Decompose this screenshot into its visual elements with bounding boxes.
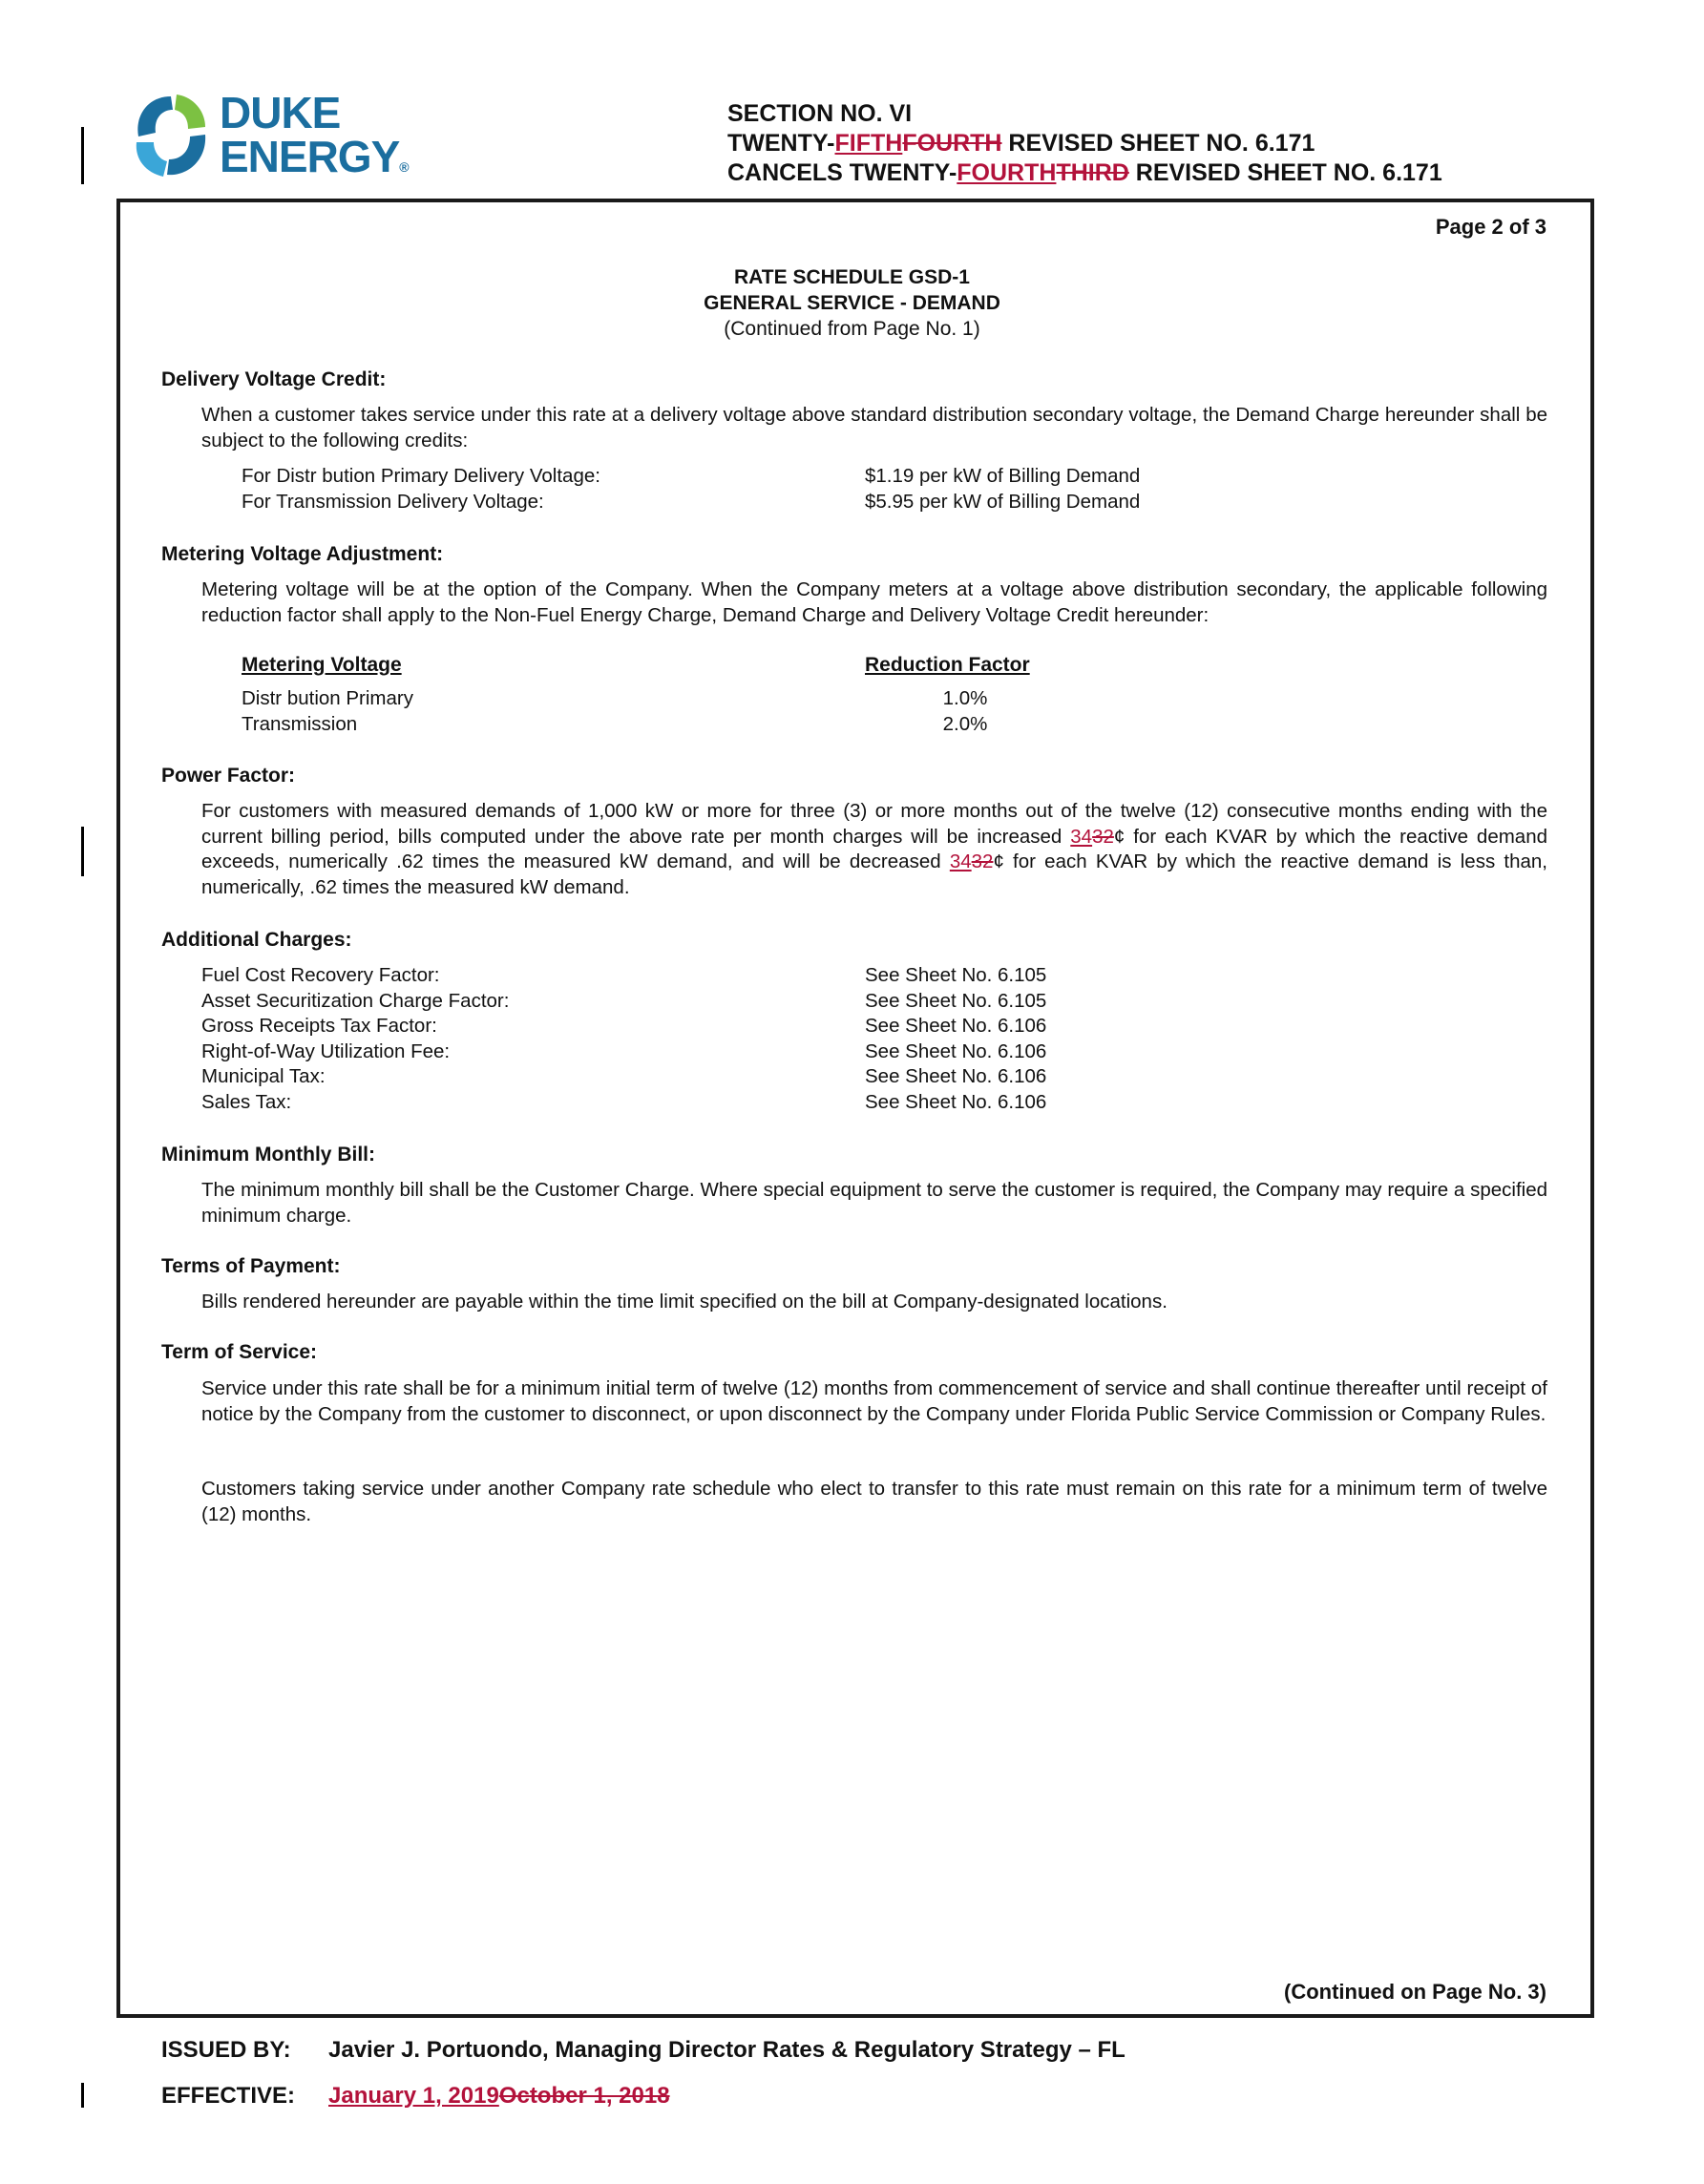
metering-voltage-label: Transmission: [242, 713, 358, 735]
issued-by: [161, 2037, 1125, 2064]
title-line1: RATE SCHEDULE GSD-1: [734, 266, 970, 288]
credit-value: $1.19 per kW of Billing Demand: [865, 465, 1141, 487]
section-number: SECTION NO. VI: [727, 100, 913, 127]
charge-value: See Sheet No. 6.106: [865, 1040, 1047, 1062]
charge-value: See Sheet No. 6.106: [865, 1065, 1047, 1087]
minimum-bill-text: The minimum monthly bill shall be the Customer Charge. Where special equipment to serve the customer is required, the Company may require a specified minimum charge.: [201, 1179, 1547, 1227]
terms-of-payment-heading: Terms of Payment:: [161, 1255, 341, 1277]
credit-label: For Transmission Delivery Voltage:: [242, 491, 544, 513]
charge-label: Asset Securitization Charge Factor:: [201, 990, 510, 1012]
continued-note: (Continued on Page No. 3): [1284, 1980, 1546, 2004]
term-of-service-text: Service under this rate shall be for a minimum initial term of twelve (12) months from commencement of service and shall continue thereafter until receipt of notice by the Company from the customer to disconnect, or upon disconnect by the Company under Florida Public Service Commission or Company Rules.: [201, 1377, 1547, 1425]
issued-by-label: ISSUED BY:: [161, 2037, 291, 2063]
change-bar: [81, 827, 84, 876]
change-bar: [81, 2083, 84, 2108]
reduction-factor-value: 1.0%: [942, 687, 988, 709]
delivery-voltage-credit-heading: Delivery Voltage Credit:: [161, 368, 387, 390]
sheet-header: [727, 99, 1442, 188]
inserted-text: FOURTH: [957, 159, 1057, 186]
effective-date: [161, 2083, 670, 2110]
credit-label: For Distr bution Primary Delivery Voltage:: [242, 465, 600, 487]
power-factor-heading: Power Factor:: [161, 765, 296, 787]
page-number: Page 2 of 3: [1435, 215, 1546, 239]
additional-charges-heading: Additional Charges:: [161, 929, 352, 951]
charge-value: See Sheet No. 6.106: [865, 1091, 1047, 1113]
metering-voltage-column-header: Metering Voltage: [242, 654, 402, 676]
reduction-factor-value: 2.0%: [942, 713, 988, 735]
duke-energy-logo-icon: [129, 91, 213, 182]
metering-voltage-text: Metering voltage will be at the option of the Company. When the Company meters at a voltage above distribution secondary, the applicable following reduction factor shall apply to the Non-Fuel Energy Charge, Demand Charge and Delivery Voltage Credit hereunder:: [201, 578, 1547, 626]
term-of-service-transfer-text: Customers taking service under another Company rate schedule who elect to transfer to this rate must remain on this rate for a minimum term of twelve (12) months.: [201, 1478, 1547, 1525]
change-bar: [81, 127, 84, 184]
sheet-number: TWENTY-FIFTHFOURTH REVISED SHEET NO. 6.171: [727, 130, 1315, 157]
charge-value: See Sheet No. 6.105: [865, 990, 1047, 1012]
metering-voltage-label: Distr bution Primary: [242, 687, 413, 709]
duke-energy-logo: [129, 88, 444, 196]
term-of-service-heading: Term of Service:: [161, 1341, 318, 1363]
charge-label: Gross Receipts Tax Factor:: [201, 1015, 437, 1037]
title-line2: GENERAL SERVICE - DEMAND: [704, 292, 1000, 314]
charge-value: See Sheet No. 6.105: [865, 964, 1047, 986]
metering-voltage-heading: Metering Voltage Adjustment:: [161, 543, 444, 565]
charge-label: Municipal Tax:: [201, 1065, 326, 1087]
inserted-text: 34: [949, 850, 972, 872]
deleted-text: 32: [971, 850, 994, 872]
delivery-voltage-credit-text: When a customer takes service under this rate at a delivery voltage above standard distribution secondary voltage, the Demand Charge hereunder shall be subject to the following credits:: [201, 404, 1547, 452]
title-line3: (Continued from Page No. 1): [724, 318, 980, 340]
logo-registered: ®: [399, 159, 410, 175]
terms-of-payment-text: Bills rendered hereunder are payable within the time limit specified on the bill at Company-designated locations.: [201, 1291, 1168, 1312]
credit-value: $5.95 per kW of Billing Demand: [865, 491, 1141, 513]
charge-label: Fuel Cost Recovery Factor:: [201, 964, 440, 986]
logo-line2: ENERGY: [220, 132, 400, 181]
deleted-text: FOURTH: [902, 130, 1002, 157]
charge-value: See Sheet No. 6.106: [865, 1015, 1047, 1037]
reduction-factor-column-header: Reduction Factor: [865, 654, 1030, 676]
charge-label: Sales Tax:: [201, 1091, 292, 1113]
effective-label: EFFECTIVE:: [161, 2083, 296, 2109]
minimum-bill-heading: Minimum Monthly Bill:: [161, 1144, 375, 1166]
charge-label: Right-of-Way Utilization Fee:: [201, 1040, 451, 1062]
issued-by-value: Javier J. Portuondo, Managing Director Rates & Regulatory Strategy – FL: [328, 2037, 1125, 2063]
deleted-text: 32: [1092, 825, 1114, 848]
inserted-text: January 1, 2019: [328, 2083, 499, 2109]
power-factor-text: For customers with measured demands of 1,000 kW or more for three (3) or more months out of the twelve (12) consecutive months ending with the current billing period, bills computed under the above rate per month charges will be increased 3432¢ for each KVAR by which the reactive demand exceeds, numerically .62 times the measured kW demand, and will be decreased 3432¢ for each KVAR by which the reactive demand is less than, numerically, .62 times the measured kW demand.: [201, 800, 1547, 898]
logo-line1: DUKE: [220, 88, 341, 137]
deleted-text: THIRD: [1056, 159, 1129, 186]
rate-schedule-title: [0, 264, 1704, 342]
deleted-text: October 1, 2018: [498, 2083, 670, 2109]
cancels-sheet: CANCELS TWENTY-FOURTHTHIRD REVISED SHEET NO. 6.171: [727, 159, 1442, 186]
inserted-text: FIFTH: [834, 130, 903, 157]
inserted-text: 34: [1070, 825, 1093, 848]
